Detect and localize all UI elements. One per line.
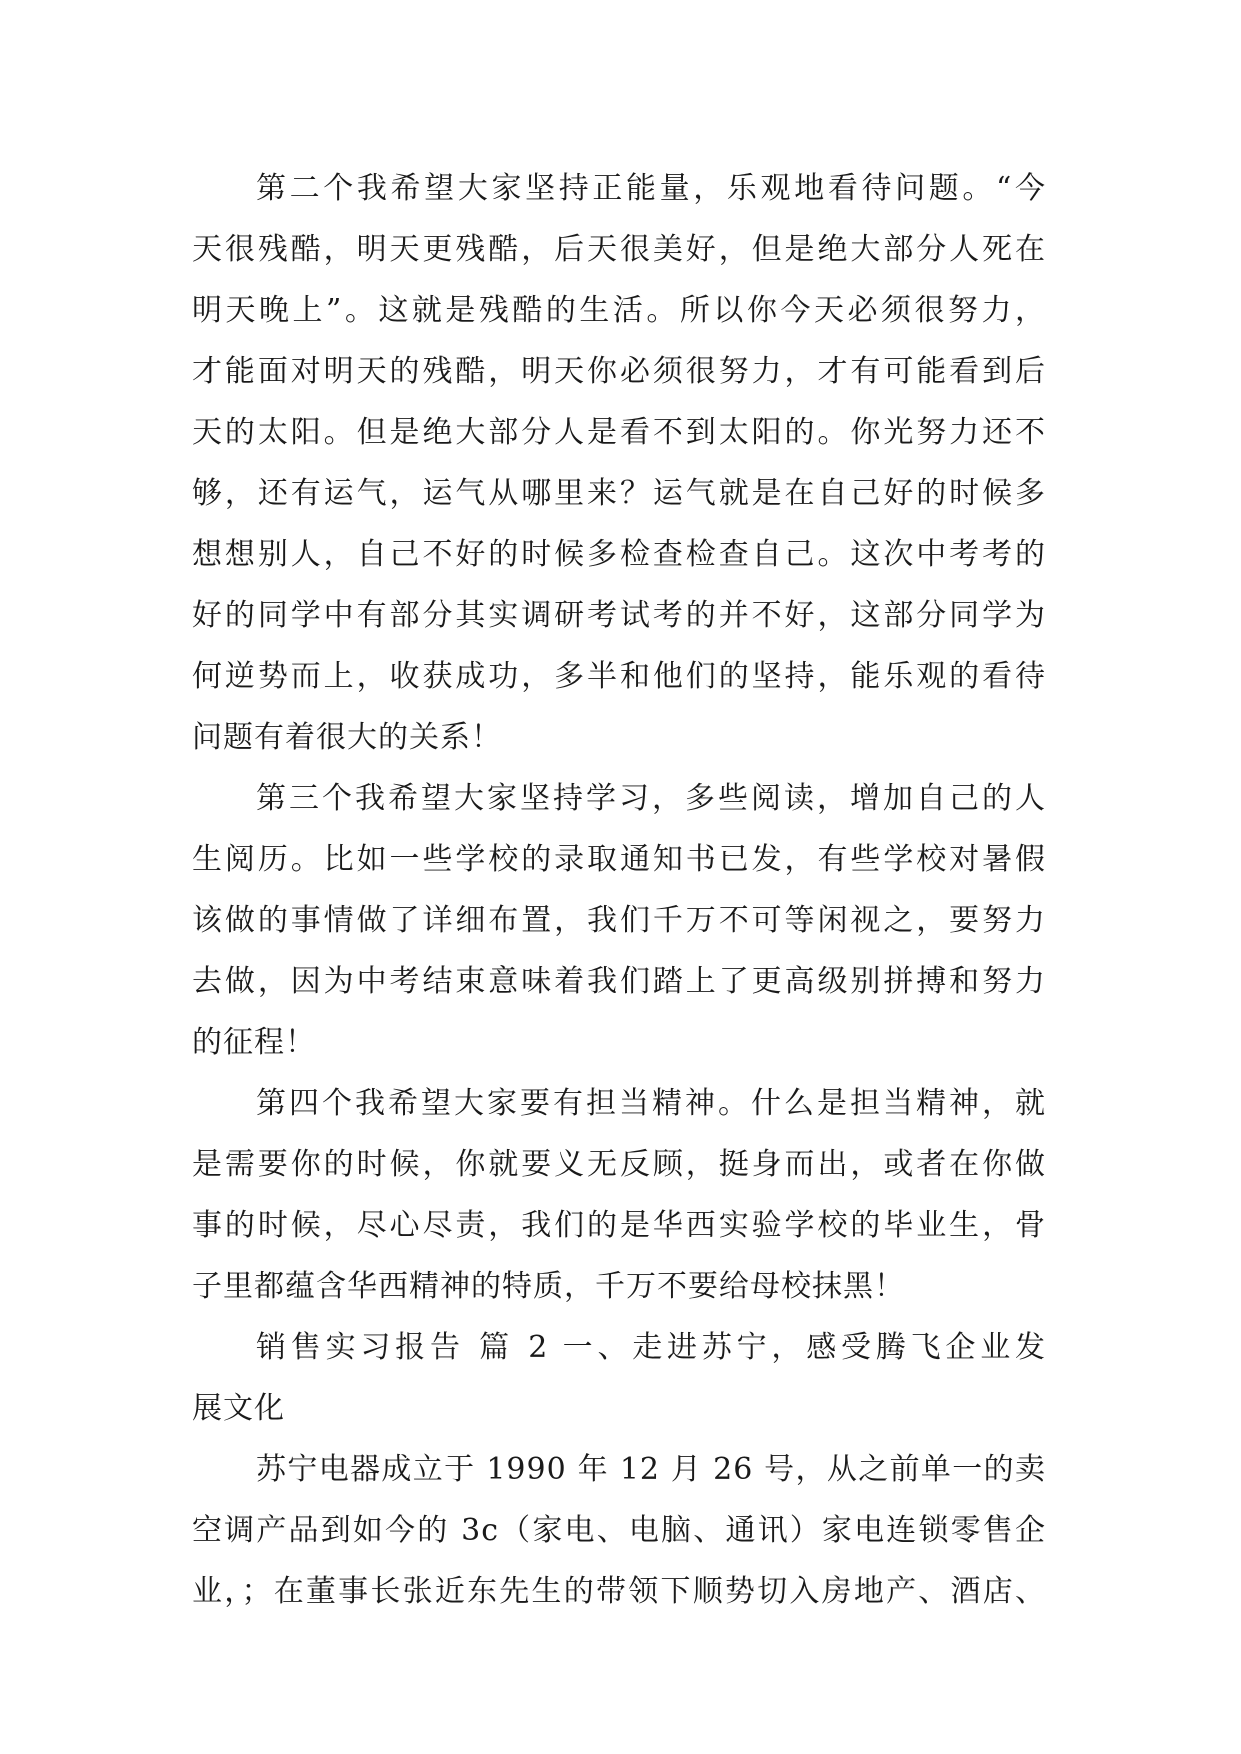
text-line: 第二个我希望大家坚持正能量，乐观地看待问题。“今 — [256, 171, 1046, 206]
text-line: 天很残酷，明天更残酷，后天很美好，但是绝大部分人死在 — [192, 232, 1046, 267]
text-line: 才能面对明天的残酷，明天你必须很努力，才有可能看到后 — [192, 354, 1046, 389]
text-line: 业，；在董事长张近东先生的带领下顺势切入房地产、酒店、 — [192, 1574, 1046, 1609]
text-line: 想想别人，自己不好的时候多检查检查自己。这次中考考的 — [192, 537, 1046, 572]
text-line: 第三个我希望大家坚持学习，多些阅读，增加自己的人 — [256, 781, 1046, 816]
text-line: 子里都蕴含华西精神的特质，千万不要给母校抹黑！ — [192, 1269, 905, 1304]
text-line: 生阅历。比如一些学校的录取通知书已发，有些学校对暑假 — [192, 842, 1046, 877]
body-text — [192, 158, 1046, 1622]
text-line: 第四个我希望大家要有担当精神。什么是担当精神，就 — [256, 1086, 1046, 1121]
text-line: 的征程！ — [192, 1025, 316, 1060]
text-line: 展文化 — [192, 1391, 285, 1426]
text-line: 天的太阳。但是绝大部分人是看不到太阳的。你光努力还不 — [192, 415, 1046, 450]
text-line: 好的同学中有部分其实调研考试考的并不好，这部分同学为 — [192, 598, 1046, 633]
text-line: 苏宁电器成立于 1990 年 12 月 26 号，从之前单一的卖 — [256, 1452, 1046, 1487]
text-line: 事的时候，尽心尽责，我们的是华西实验学校的毕业生，骨 — [192, 1208, 1046, 1243]
text-line: 问题有着很大的关系！ — [192, 720, 502, 755]
text-line: 是需要你的时候，你就要义无反顾，挺身而出，或者在你做 — [192, 1147, 1046, 1182]
text-line: 够，还有运气，运气从哪里来？运气就是在自己好的时候多 — [192, 476, 1046, 511]
text-line: 空调产品到如今的 3c（家电、电脑、通讯）家电连锁零售企 — [192, 1513, 1046, 1548]
text-line: 明天晚上”。这就是残酷的生活。所以你今天必须很努力， — [192, 293, 1046, 328]
text-line: 去做，因为中考结束意味着我们踏上了更高级别拼搏和努力 — [192, 964, 1046, 999]
text-line: 何逆势而上，收获成功，多半和他们的坚持，能乐观的看待 — [192, 659, 1046, 694]
text-line: 销售实习报告 篇 2 一、走进苏宁，感受腾飞企业发 — [256, 1330, 1046, 1365]
text-line: 该做的事情做了详细布置，我们千万不可等闲视之，要努力 — [192, 903, 1046, 938]
